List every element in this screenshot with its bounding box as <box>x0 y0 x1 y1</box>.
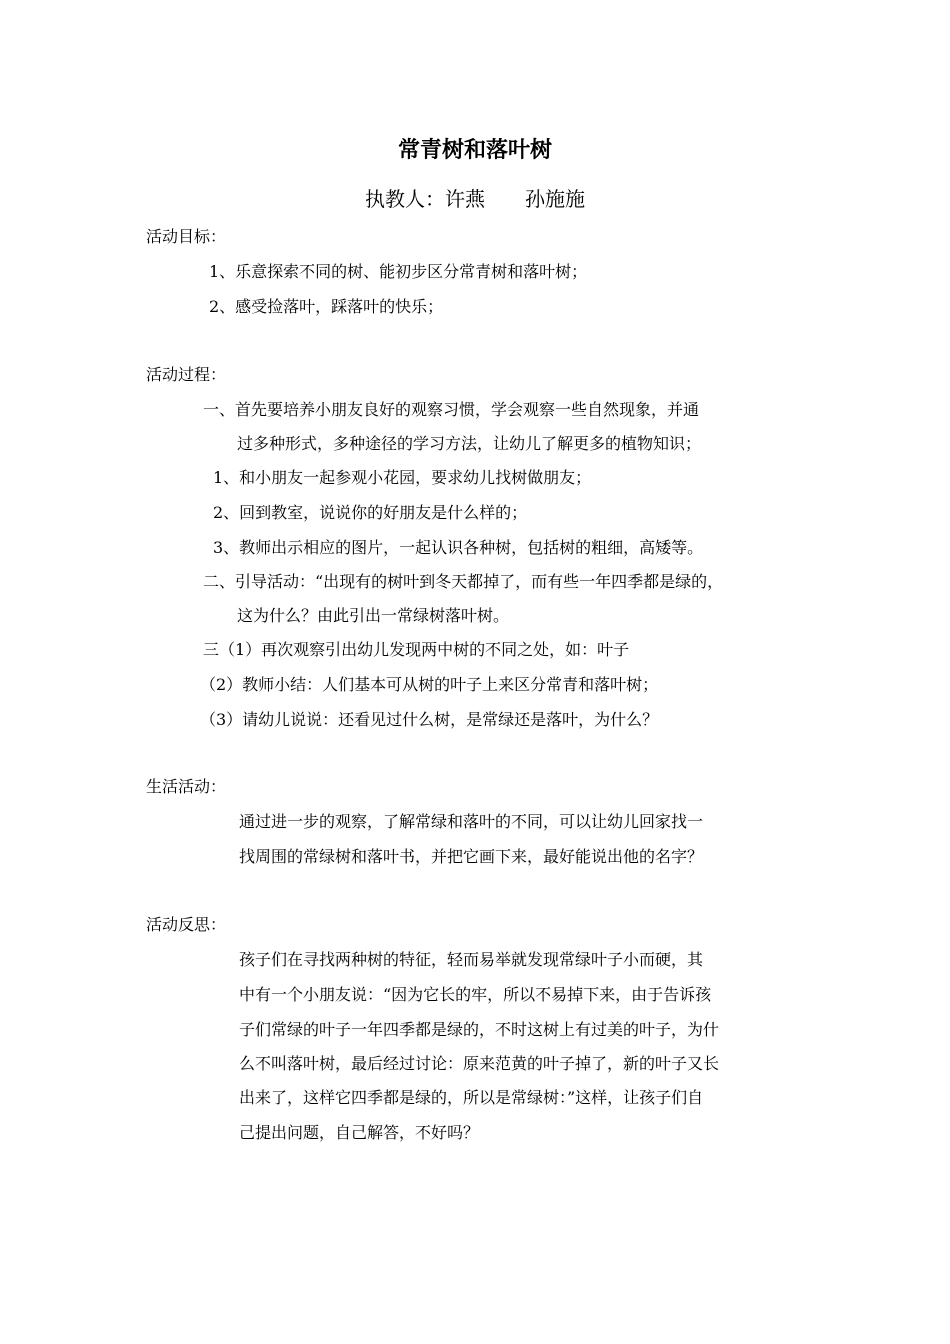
document-title: 常青树和落叶树 <box>397 137 552 163</box>
process-line: 这为什么？由此引出一常绿树落叶树。 <box>237 606 510 625</box>
reflection-line: 子们常绿的叶子一年四季都是绿的，不时这树上有过美的叶子，为什 <box>239 1020 720 1039</box>
process-line: 2、回到教室，说说你的好朋友是什么样的； <box>213 503 528 522</box>
reflection-heading: 活动反思： <box>146 915 227 934</box>
goal-item: 2、感受捡落叶，踩落叶的快乐； <box>209 297 444 316</box>
life-line: 找周围的常绿树和落叶书，并把它画下来，最好能说出他的名字？ <box>239 847 704 866</box>
author-line: 执教人：许燕 孙施施 <box>365 187 585 211</box>
life-heading: 生活活动： <box>146 777 227 796</box>
reflection-line: 己提出问题，自己解答，不好吗？ <box>239 1123 480 1142</box>
process-line: （2）教师小结：人们基本可从树的叶子上来区分常青和落叶树； <box>200 675 659 694</box>
goal-item: 1、乐意探索不同的树、能初步区分常青树和落叶树； <box>209 262 588 281</box>
goals-heading: 活动目标： <box>146 227 227 246</box>
life-line: 通过进一步的观察，了解常绿和落叶的不同，可以让幼儿回家找一 <box>239 812 704 831</box>
process-line: 三（1）再次观察引出幼儿发现两中树的不同之处，如：叶子 <box>203 640 630 659</box>
process-line: 二、引导活动：“出现有的树叶到冬天都掉了，而有些一年四季都是绿的， <box>203 572 724 591</box>
reflection-line: 中有一个小朋友说：“因为它长的牢，所以不易掉下来，由于告诉孩 <box>239 985 712 1004</box>
reflection-line: 么不叫落叶树，最后经过讨论：原来范黄的叶子掉了，新的叶子又长 <box>239 1054 720 1073</box>
process-line: （3）请幼儿说说：还看见过什么树，是常绿还是落叶，为什么？ <box>200 710 659 729</box>
process-heading: 活动过程： <box>146 365 227 384</box>
reflection-line: 孩子们在寻找两种树的特征，轻而易举就发现常绿叶子小而硬，其 <box>239 950 704 969</box>
process-line: 3、教师出示相应的图片，一起认识各种树，包括树的粗细，高矮等。 <box>213 538 704 557</box>
process-line: 一、首先要培养小朋友良好的观察习惯，学会观察一些自然现象，并通 <box>203 400 700 419</box>
process-line: 1、和小朋友一起参观小花园，要求幼儿找树做朋友； <box>213 468 592 487</box>
reflection-line: 出来了，这样它四季都是绿的，所以是常绿树：”这样，让孩子们自 <box>239 1088 704 1107</box>
process-line: 过多种形式，多种途径的学习方法，让幼儿了解更多的植物知识； <box>237 434 702 453</box>
